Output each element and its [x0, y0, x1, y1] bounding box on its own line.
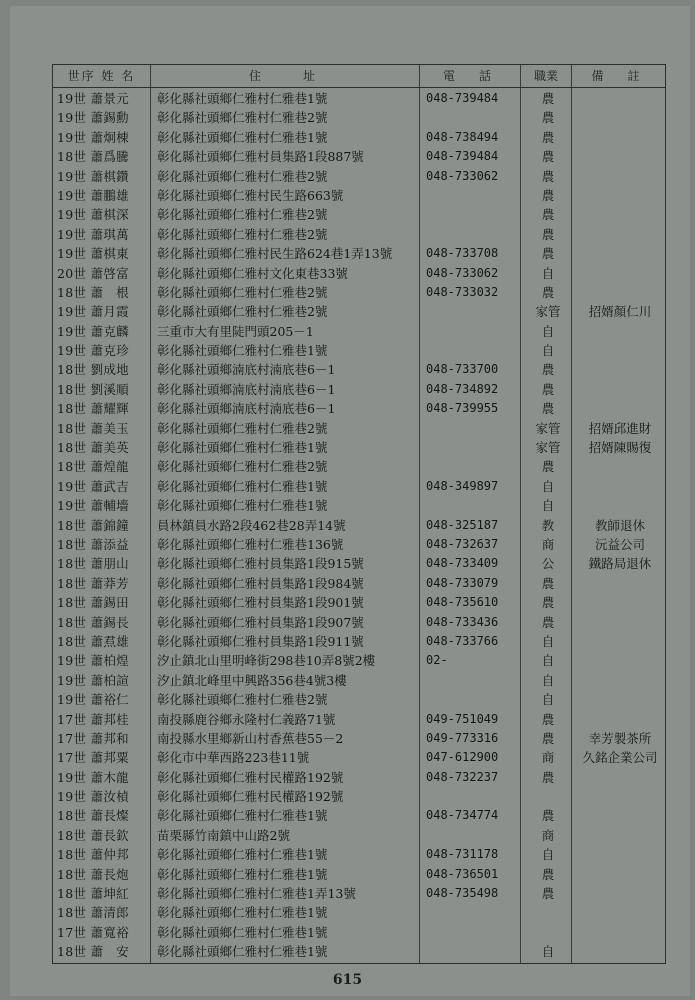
row-occupation: 農	[541, 187, 555, 203]
row-occupation: 農	[541, 168, 555, 184]
row-phone: 048-734774	[426, 808, 499, 823]
row-name: 18世 蕭朋山	[57, 556, 129, 572]
row-occupation: 自	[541, 672, 555, 688]
row-occupation: 農	[541, 246, 555, 262]
row-phone: 02-	[426, 653, 448, 668]
row-occupation: 農	[541, 730, 555, 746]
row-address: 汐止鎮北山里明峰街298巷10弄8號2樓	[157, 653, 376, 669]
row-address: 彰化縣社頭鄉仁雅村員集路1段907號	[157, 614, 364, 630]
row-note: 招婿邱進財	[588, 420, 652, 436]
row-name: 18世 蕭美英	[57, 440, 129, 456]
row-name: 18世 蕭莽芳	[57, 575, 129, 591]
table-row	[53, 787, 665, 806]
row-name: 19世 蕭柏煌	[57, 653, 129, 669]
table-row	[53, 128, 665, 147]
row-occupation: 自	[541, 323, 555, 339]
row-phone: 048-733700	[426, 362, 499, 377]
table-row	[53, 477, 665, 496]
row-note: 招婿顏仁川	[588, 304, 652, 320]
row-name: 17世 蕭邦桂	[57, 711, 129, 727]
row-occupation: 自	[541, 944, 555, 960]
row-address: 彰化縣社頭鄉仁雅村仁雅巷2號	[157, 110, 328, 126]
row-occupation: 農	[541, 866, 555, 882]
table-header	[53, 65, 665, 88]
row-name: 18世 蕭耀輝	[57, 401, 129, 417]
row-occupation: 農	[541, 284, 555, 300]
table-row	[53, 748, 665, 767]
table-row	[53, 710, 665, 729]
row-name: 19世 蕭克麟	[57, 323, 129, 339]
header-occupation: 職業	[533, 69, 558, 83]
row-phone: 048-325187	[426, 517, 499, 532]
table-row	[53, 457, 665, 476]
row-phone: 048-349897	[426, 478, 499, 493]
row-name: 18世 蕭長炮	[57, 866, 129, 882]
row-address: 彰化縣社頭鄉仁雅村仁雅巷1號	[157, 343, 328, 359]
row-address: 彰化縣社頭鄉仁雅村仁雅巷2號	[157, 207, 328, 223]
row-address: 彰化縣社頭鄉仁雅村仁雅巷2號	[157, 304, 328, 320]
table-row	[53, 671, 665, 690]
row-phone: 048-733766	[426, 633, 499, 648]
row-occupation: 自	[541, 265, 555, 281]
row-phone: 048-735610	[426, 595, 499, 610]
row-occupation: 公	[541, 556, 555, 572]
row-address: 彰化縣社頭鄉仁雅村仁雅巷1號	[157, 924, 328, 940]
row-address: 員林鎮員水路2段462巷28弄14號	[157, 517, 346, 533]
table-row	[53, 884, 665, 903]
row-address: 彰化縣社頭鄉仁雅村仁雅巷1號	[157, 847, 328, 863]
table-row	[53, 535, 665, 554]
row-occupation: 農	[541, 381, 555, 397]
row-occupation: 農	[541, 575, 555, 591]
row-occupation: 農	[541, 226, 555, 242]
row-phone: 048-733062	[426, 265, 499, 280]
row-occupation: 自	[541, 847, 555, 863]
table-row	[53, 264, 665, 283]
row-address: 彰化縣社頭鄉仁雅村仁雅巷2號	[157, 168, 328, 184]
row-name: 18世 蕭長燦	[57, 808, 129, 824]
row-address: 彰化縣社頭鄉湳底村湳底巷6－1	[157, 362, 336, 378]
table-row	[53, 322, 665, 341]
row-occupation: 農	[541, 149, 555, 165]
row-name: 17世 蕭邦粟	[57, 750, 129, 766]
table-row	[53, 108, 665, 127]
table-row	[53, 593, 665, 612]
table-row	[53, 89, 665, 108]
row-address: 彰化縣社頭鄉仁雅村仁雅巷1號	[157, 905, 328, 921]
row-phone: 048-733436	[426, 614, 499, 629]
row-name: 20世 蕭啓富	[57, 265, 129, 281]
table-row	[53, 341, 665, 360]
row-address: 彰化縣社頭鄉仁雅村員集路1段915號	[157, 556, 364, 572]
row-note: 沅益公司	[594, 536, 645, 552]
row-address: 彰化縣社頭鄉仁雅村仁雅巷2號	[157, 459, 328, 475]
table-row	[53, 613, 665, 632]
row-phone: 048-739484	[426, 91, 499, 105]
table-row	[53, 205, 665, 224]
table-row	[53, 690, 665, 709]
row-phone: 048-735498	[426, 886, 499, 901]
row-occupation: 自	[541, 692, 555, 708]
table-row	[53, 574, 665, 593]
row-address: 彰化縣社頭鄉仁雅村仁雅巷2號	[157, 420, 328, 436]
row-address: 彰化縣社頭鄉湳底村湳底巷6－1	[157, 381, 336, 397]
row-phone: 048-736501	[426, 866, 499, 881]
row-phone: 048-732237	[426, 769, 499, 784]
row-address: 彰化縣社頭鄉湳底村湳底巷6－1	[157, 401, 336, 417]
row-address: 彰化縣社頭鄉仁雅村民生路663號	[157, 187, 344, 203]
row-name: 19世 蕭鵬雄	[57, 187, 129, 203]
row-name: 18世 蕭焄雄	[57, 633, 129, 649]
row-occupation: 商	[541, 750, 555, 766]
row-name: 18世 蕭坤紅	[57, 886, 129, 902]
row-phone: 048-733708	[426, 246, 499, 261]
header-phone: 電 話	[442, 69, 497, 83]
row-phone: 049-773316	[426, 730, 499, 745]
row-phone: 048-739955	[426, 401, 499, 416]
row-phone: 048-733079	[426, 575, 499, 590]
row-name: 19世 蕭木龍	[57, 769, 129, 785]
row-address: 彰化縣社頭鄉仁雅村仁雅巷2號	[157, 284, 328, 300]
row-phone: 048-739484	[426, 149, 499, 164]
row-occupation: 自	[541, 633, 555, 649]
row-name: 18世 蕭仲邦	[57, 847, 129, 863]
row-occupation: 農	[541, 459, 555, 475]
row-note: 教師退休	[594, 517, 645, 533]
row-address: 彰化縣社頭鄉仁雅村仁雅巷1號	[157, 129, 328, 145]
row-name: 18世 蕭 安	[57, 944, 129, 960]
row-name: 19世 蕭景元	[57, 91, 129, 106]
row-address: 彰化縣社頭鄉仁雅村文化東巷33號	[157, 265, 348, 281]
table-row	[53, 360, 665, 379]
row-occupation: 自	[541, 343, 555, 359]
row-name: 19世 蕭輔墻	[57, 498, 129, 514]
row-address: 彰化縣社頭鄉仁雅村仁雅巷1號	[157, 478, 328, 494]
row-address: 彰化縣社頭鄉仁雅村仁雅巷136號	[157, 536, 344, 552]
row-occupation: 農	[541, 362, 555, 378]
page-number: 615	[332, 972, 363, 988]
row-address: 彰化縣社頭鄉仁雅村仁雅巷1號	[157, 91, 328, 106]
table-row	[53, 186, 665, 205]
row-phone: 047-612900	[426, 750, 499, 765]
row-phone: 048-734892	[426, 381, 499, 396]
row-name: 17世 蕭邦和	[57, 730, 129, 746]
row-address: 汐止鎮北峰里中興路356巷4號3樓	[157, 672, 347, 688]
row-name: 19世 蕭炯棟	[57, 129, 129, 145]
table-row	[53, 380, 665, 399]
row-name: 19世 蕭月霞	[57, 304, 129, 320]
row-name: 18世 劉溪順	[57, 381, 129, 397]
table-row	[53, 399, 665, 418]
table-row	[53, 651, 665, 670]
table-body	[53, 89, 665, 962]
row-phone: 048-732637	[426, 536, 499, 551]
register-table	[52, 64, 666, 964]
row-name: 19世 蕭克珍	[57, 343, 129, 359]
row-address: 彰化縣社頭鄉仁雅村仁雅巷2號	[157, 692, 328, 708]
row-address: 彰化縣社頭鄉仁雅村仁雅巷1號	[157, 808, 328, 824]
row-address: 彰化縣社頭鄉仁雅村仁雅巷1號	[157, 440, 328, 456]
row-name: 19世 蕭錫勳	[57, 110, 129, 126]
row-occupation: 家管	[535, 420, 561, 436]
row-occupation: 自	[541, 478, 555, 494]
table-row	[53, 225, 665, 244]
row-occupation: 農	[541, 614, 555, 630]
row-phone: 048-733032	[426, 284, 499, 299]
row-address: 彰化縣社頭鄉仁雅村員集路1段984號	[157, 575, 364, 591]
table-row	[53, 283, 665, 302]
table-row	[53, 923, 665, 942]
table-row	[53, 865, 665, 884]
table-row	[53, 903, 665, 922]
row-name: 19世 蕭棋鑽	[57, 168, 129, 184]
row-occupation: 農	[541, 129, 555, 145]
row-occupation: 家管	[535, 440, 561, 456]
row-occupation: 商	[541, 536, 555, 552]
row-occupation: 農	[541, 91, 555, 106]
row-occupation: 自	[541, 498, 555, 514]
row-name: 18世 蕭爲騰	[57, 149, 129, 165]
row-note: 鐵路局退休	[588, 556, 652, 572]
row-address: 彰化縣社頭鄉仁雅村仁雅巷1號	[157, 498, 328, 514]
row-address: 彰化縣社頭鄉仁雅村民權路192號	[157, 769, 344, 785]
row-phone: 048-731178	[426, 847, 499, 862]
table-row	[53, 554, 665, 573]
row-name: 19世 蕭琪萬	[57, 226, 129, 242]
row-occupation: 家管	[535, 304, 561, 320]
row-occupation: 農	[541, 711, 555, 727]
row-occupation: 農	[541, 808, 555, 824]
row-address: 彰化縣社頭鄉仁雅村仁雅巷1號	[157, 866, 328, 882]
row-name: 18世 蕭美玉	[57, 420, 129, 436]
row-name: 19世 蕭汝楨	[57, 789, 129, 805]
table-row	[53, 632, 665, 651]
table-row	[53, 147, 665, 166]
row-name: 19世 蕭武吉	[57, 478, 129, 494]
row-address: 苗栗縣竹南鎮中山路2號	[157, 827, 290, 843]
table-row	[53, 438, 665, 457]
table-row	[53, 806, 665, 825]
row-occupation: 商	[541, 827, 555, 843]
row-phone: 048-733409	[426, 556, 499, 571]
row-name: 18世 蕭清郎	[57, 905, 129, 921]
table-row	[53, 167, 665, 186]
table-row	[53, 496, 665, 515]
row-address: 彰化縣社頭鄉仁雅村員集路1段911號	[157, 633, 364, 649]
row-name: 18世 蕭錫長	[57, 614, 129, 630]
row-address: 彰化縣社頭鄉仁雅村員集路1段887號	[157, 149, 364, 165]
table-row	[53, 768, 665, 787]
row-address: 彰化縣社頭鄉仁雅村仁雅巷2號	[157, 226, 328, 242]
row-name: 18世 蕭煌龍	[57, 459, 129, 475]
row-phone: 048-738494	[426, 129, 499, 144]
row-address: 南投縣鹿谷鄉永隆村仁義路71號	[157, 711, 336, 727]
row-occupation: 農	[541, 401, 555, 417]
table-row	[53, 826, 665, 845]
row-name: 18世 劉成地	[57, 362, 129, 378]
row-address: 彰化市中華西路223巷11號	[157, 750, 310, 766]
row-address: 彰化縣社頭鄉仁雅村仁雅巷1弄13號	[157, 886, 356, 902]
row-name: 19世 蕭裕仁	[57, 692, 129, 708]
row-name: 19世 蕭棋東	[57, 246, 129, 262]
row-address: 彰化縣社頭鄉仁雅村仁雅巷1號	[157, 944, 328, 960]
header-address: 住 址	[248, 69, 321, 83]
table-row	[53, 244, 665, 263]
row-name: 17世 蕭寬裕	[57, 924, 129, 940]
table-row	[53, 419, 665, 438]
table-row	[53, 302, 665, 321]
row-occupation: 農	[541, 110, 555, 126]
row-name: 18世 蕭 根	[57, 284, 129, 300]
row-name: 19世 蕭棋深	[57, 207, 129, 223]
row-address: 三重市大有里陡門頭205－1	[157, 323, 314, 339]
row-name: 18世 蕭錦鐘	[57, 517, 129, 533]
row-occupation: 農	[541, 769, 555, 785]
row-phone: 048-733062	[426, 168, 499, 183]
row-name: 18世 蕭錫田	[57, 595, 129, 611]
row-note: 久銘企業公司	[582, 750, 658, 766]
row-name: 19世 蕭柏諠	[57, 672, 129, 688]
table-row	[53, 942, 665, 961]
row-name: 18世 蕭添益	[57, 536, 129, 552]
row-name: 18世 蕭長欽	[57, 827, 129, 843]
row-address: 彰化縣社頭鄉仁雅村民權路192號	[157, 789, 344, 805]
row-occupation: 自	[541, 653, 555, 669]
row-phone: 049-751049	[426, 711, 499, 726]
row-occupation: 農	[541, 207, 555, 223]
page	[10, 6, 690, 996]
header-name: 世序 姓 名	[67, 69, 136, 83]
header-note: 備 註	[591, 69, 646, 83]
row-note: 招婿陳賜復	[588, 440, 652, 456]
table-row	[53, 845, 665, 864]
row-address: 彰化縣社頭鄉仁雅村民生路624巷1弄13號	[157, 246, 393, 262]
row-address: 南投縣水里鄉新山村香蕉巷55－2	[157, 730, 344, 746]
row-address: 彰化縣社頭鄉仁雅村員集路1段901號	[157, 595, 364, 611]
row-occupation: 農	[541, 886, 555, 902]
row-note: 幸芳製茶所	[588, 730, 652, 746]
table-row	[53, 516, 665, 535]
table-row	[53, 729, 665, 748]
row-occupation: 教	[541, 517, 555, 533]
row-occupation: 農	[541, 595, 555, 611]
